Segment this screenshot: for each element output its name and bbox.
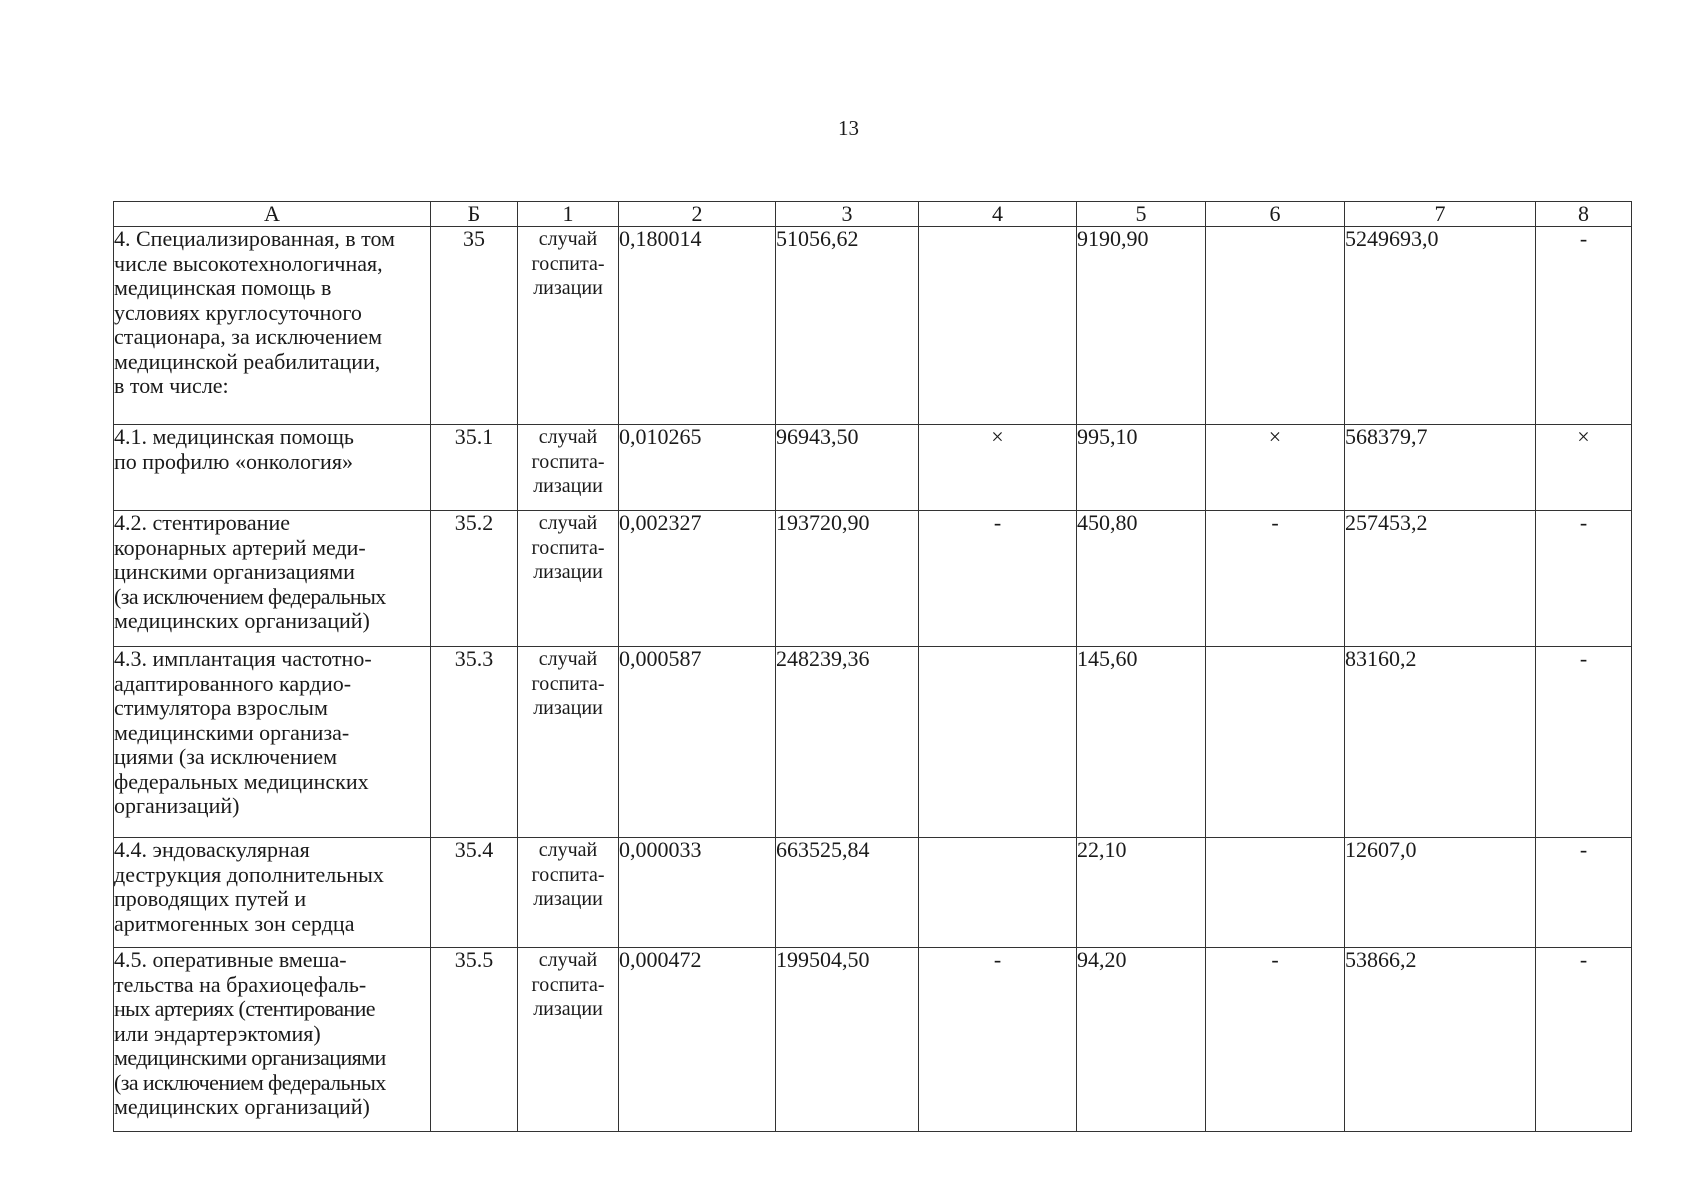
cell-col-3: 663525,84 (776, 838, 919, 948)
row-name-line: стационара, за исключением (114, 324, 383, 349)
cell-col-7: 568379,7 (1345, 425, 1536, 511)
cell-col-6 (1206, 227, 1345, 425)
row-name-line: 4.2. стентирование (114, 510, 290, 535)
row-unit-cell (518, 647, 619, 838)
unit-line: госпита- (531, 450, 605, 473)
cell-col-6: × (1206, 425, 1345, 511)
row-name-line: 4.1. медицинская помощь (114, 424, 354, 449)
header-row (114, 202, 1632, 227)
column-header: 5 (1077, 202, 1206, 227)
cell-col-8: - (1536, 511, 1632, 647)
cell-col-5: 9190,90 (1077, 227, 1206, 425)
unit-line: случай (538, 949, 598, 971)
row-name-cell (114, 227, 431, 425)
unit-line: лизации (533, 475, 603, 497)
row-name-line: аритмогенных зон сердца (114, 910, 355, 936)
row-name-line: медицинских организаций) (114, 608, 370, 633)
cell-col-2: 0,000033 (619, 838, 776, 948)
cell-col-3: 248239,36 (776, 647, 919, 838)
unit-line: лизации (533, 277, 603, 299)
cell-col-4 (919, 647, 1077, 838)
cell-col-4 (919, 227, 1077, 425)
cell-col-3: 199504,50 (776, 948, 919, 1132)
column-header: 7 (1345, 202, 1536, 227)
row-name-line: 4.4. эндоваскулярная (114, 837, 310, 862)
column-header: 3 (776, 202, 919, 227)
row-name-cell (114, 838, 431, 948)
row-name-line: 4.3. имплантация частотно- (114, 646, 372, 671)
unit-line: лизации (533, 697, 603, 719)
column-header: 2 (619, 202, 776, 227)
table-row (114, 647, 1632, 838)
row-name-line: медицинскими организа- (114, 719, 350, 745)
row-code-cell: 35.4 (431, 838, 518, 948)
cell-col-7: 12607,0 (1345, 838, 1536, 948)
cell-col-7: 257453,2 (1345, 511, 1536, 647)
cell-col-5: 22,10 (1077, 838, 1206, 948)
table-row (114, 948, 1632, 1132)
cell-col-6: - (1206, 511, 1345, 647)
row-code-cell: 35.5 (431, 948, 518, 1132)
row-name-line: медицинскими организациями (114, 1045, 386, 1070)
row-name-line: стимулятора взрослым (114, 695, 328, 720)
cell-col-2: 0,010265 (619, 425, 776, 511)
cell-col-7: 5249693,0 (1345, 227, 1536, 425)
row-name-line: тельства на брахиоцефаль- (114, 971, 367, 997)
row-name-line: деструкция дополнительных (114, 861, 384, 887)
row-name-line: медицинских организаций) (114, 1094, 370, 1119)
cell-col-8: - (1536, 838, 1632, 948)
row-name-line: 4. Специализированная, в том (114, 226, 395, 251)
column-header: 8 (1536, 202, 1632, 227)
row-code-cell: 35.3 (431, 647, 518, 838)
row-name-line: проводящих путей и (114, 886, 307, 911)
page-number: 13 (838, 116, 859, 140)
unit-line: случай (538, 839, 598, 861)
cell-col-3: 51056,62 (776, 227, 919, 425)
cell-col-5: 94,20 (1077, 948, 1206, 1132)
row-name-line: условиях круглосуточного (114, 299, 362, 325)
table-row (114, 227, 1632, 425)
unit-line: госпита- (531, 536, 605, 559)
cell-col-3: 193720,90 (776, 511, 919, 647)
cell-col-7: 53866,2 (1345, 948, 1536, 1132)
cell-col-4 (919, 838, 1077, 948)
cell-col-4: - (919, 511, 1077, 647)
row-unit-cell (518, 948, 619, 1132)
row-name-line: организаций) (114, 793, 240, 818)
column-header: 6 (1206, 202, 1345, 227)
row-name-line: коронарных артерий меди- (114, 534, 366, 560)
cell-col-4: × (919, 425, 1077, 511)
cell-col-2: 0,000587 (619, 647, 776, 838)
cell-col-8: - (1536, 227, 1632, 425)
row-name-line: или эндартерэктомия) (114, 1020, 321, 1046)
cell-col-6: - (1206, 948, 1345, 1132)
row-name-line: медицинской реабилитации, (114, 348, 381, 374)
cell-col-6 (1206, 647, 1345, 838)
cell-col-8: - (1536, 647, 1632, 838)
row-name-cell (114, 948, 431, 1132)
unit-line: госпита- (531, 973, 605, 996)
row-name-line: (за исключением федеральных (114, 1069, 386, 1095)
row-name-line: 4.5. оперативные вмеша- (114, 947, 347, 972)
cell-col-5: 450,80 (1077, 511, 1206, 647)
unit-line: госпита- (531, 863, 605, 886)
row-name-line: в том числе: (114, 373, 229, 398)
cell-col-2: 0,000472 (619, 948, 776, 1132)
row-code-cell: 35 (431, 227, 518, 425)
cell-col-4: - (919, 948, 1077, 1132)
cell-col-7: 83160,2 (1345, 647, 1536, 838)
row-name-line: ных артериях (стентирование (114, 996, 375, 1021)
row-name-line: медицинская помощь в (114, 275, 332, 300)
row-name-line: числе высокотехнологичная, (114, 250, 383, 276)
cell-col-6 (1206, 838, 1345, 948)
unit-line: случай (538, 426, 598, 448)
row-unit-cell (518, 425, 619, 511)
unit-line: лизации (533, 888, 603, 910)
row-name-line: циями (за исключением (114, 744, 338, 769)
row-name-cell (114, 647, 431, 838)
table-row (114, 838, 1632, 948)
cell-col-8: × (1536, 425, 1632, 511)
unit-line: случай (538, 512, 598, 534)
table-row (114, 425, 1632, 511)
row-unit-cell (518, 511, 619, 647)
cell-col-2: 0,180014 (619, 227, 776, 425)
row-name-line: федеральных медицинских (114, 768, 369, 794)
row-unit-cell (518, 227, 619, 425)
unit-line: случай (538, 648, 598, 670)
table-row (114, 511, 1632, 647)
unit-line: госпита- (531, 672, 605, 695)
unit-line: случай (538, 228, 598, 250)
column-header: 4 (919, 202, 1077, 227)
row-name-line: адаптированного кардио- (114, 670, 352, 696)
cell-col-5: 995,10 (1077, 425, 1206, 511)
cell-col-2: 0,002327 (619, 511, 776, 647)
row-name-line: цинскими организациями (114, 559, 355, 584)
row-code-cell: 35.2 (431, 511, 518, 647)
row-code-cell: 35.1 (431, 425, 518, 511)
column-header: Б (431, 202, 518, 227)
column-header: 1 (518, 202, 619, 227)
row-name-cell (114, 511, 431, 647)
row-name-cell (114, 425, 431, 511)
row-name-line: по профилю «онкология» (114, 448, 353, 474)
data-table (113, 201, 1632, 1132)
column-header: А (114, 202, 431, 227)
cell-col-8: - (1536, 948, 1632, 1132)
unit-line: лизации (533, 561, 603, 583)
row-name-line: (за исключением федеральных (114, 583, 386, 609)
cell-col-3: 96943,50 (776, 425, 919, 511)
unit-line: госпита- (531, 252, 605, 275)
row-unit-cell (518, 838, 619, 948)
unit-line: лизации (533, 998, 603, 1020)
cell-col-5: 145,60 (1077, 647, 1206, 838)
